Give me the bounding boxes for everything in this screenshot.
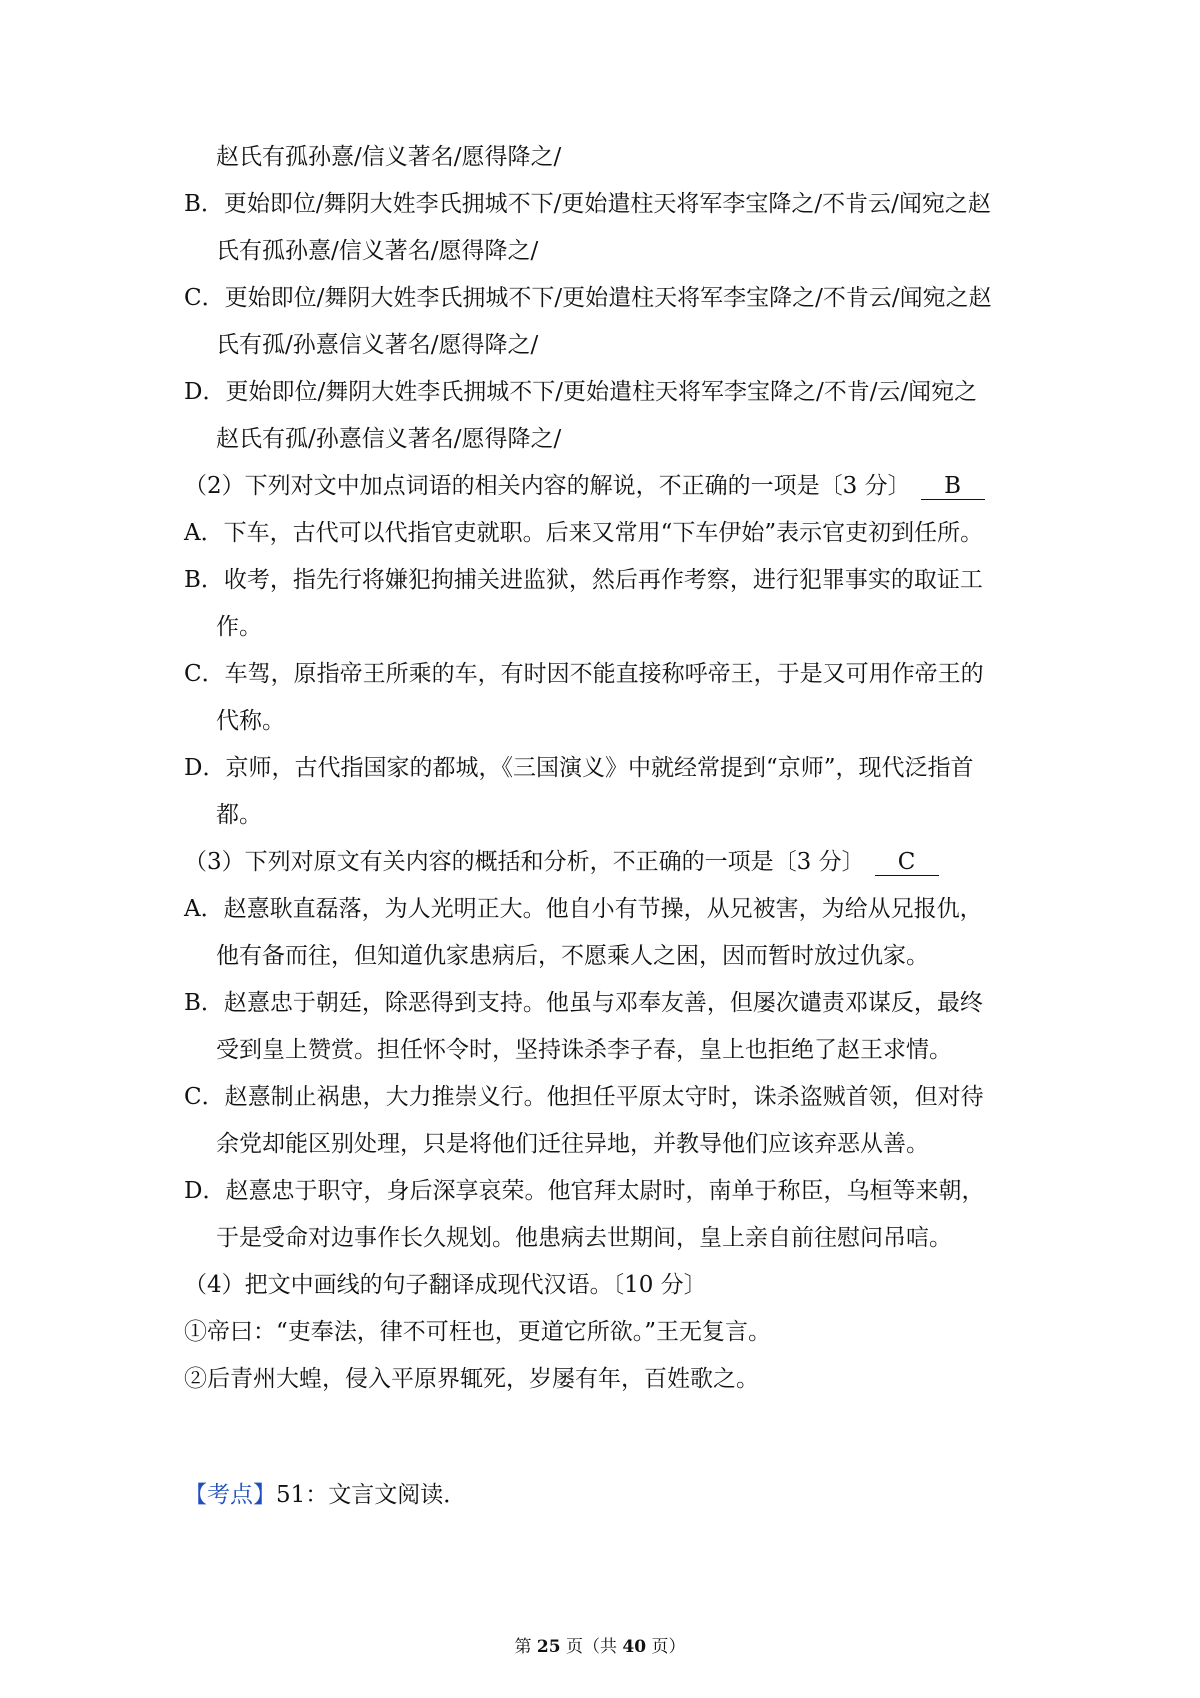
q2-stem-line [184, 471, 985, 501]
footer-total-pages: 40 [622, 1637, 647, 1657]
footer-prefix: 第 [514, 1637, 537, 1657]
q4-sentence-2: ②后青州大蝗，侵入平原界辄死，岁屡有年，百姓歌之。 [184, 1366, 759, 1392]
q1-option-d-line2: 赵氏有孤/孙憙信义著名/愿得降之/ [216, 426, 562, 452]
q3-answer: C [875, 849, 939, 876]
q2-answer: B [921, 473, 985, 500]
q3-option-c-line1: C．赵憙制止祸患，大力推崇义行。他担任平原太守时，诛杀盗贼首领，但对待 [184, 1084, 984, 1110]
q1-option-c-line1: C．更始即位/舞阴大姓李氏拥城不下/更始遣柱天将军李宝降之/不肯云/闻宛之赵 [184, 285, 992, 311]
q1-option-c-line2: 氏有孤/孙憙信义著名/愿得降之/ [216, 332, 539, 358]
q1-option-b-line2: 氏有孤孙憙/信义著名/愿得降之/ [216, 238, 539, 264]
q2-option-d-line1: D．京师，古代指国家的都城，《三国演义》中就经常提到“京师”，现代泛指首 [184, 755, 974, 781]
q3-option-d-line2: 于是受命对边事作长久规划。他患病去世期间，皇上亲自前往慰问吊唁。 [216, 1225, 952, 1251]
kaodian-line [184, 1480, 466, 1510]
q3-stem: （3）下列对原文有关内容的概括和分析，不正确的一项是〔3 分〕 [184, 849, 865, 875]
q2-option-d-line2: 都。 [216, 802, 262, 828]
footer-mid: 页（共 [560, 1637, 623, 1657]
footer-page-number: 25 [536, 1637, 561, 1657]
kaodian-text: 51：文言文阅读． [276, 1482, 467, 1508]
kaodian-tag: 【考点】 [184, 1482, 276, 1508]
q3-option-a-line2: 他有备而往，但知道仇家患病后，不愿乘人之困，因而暂时放过仇家。 [216, 943, 929, 969]
q1-option-b-line1: B．更始即位/舞阴大姓李氏拥城不下/更始遣柱天将军李宝降之/不肯云/闻宛之赵 [184, 191, 991, 217]
q3-option-b-line2: 受到皇上赞赏。担任怀令时，坚持诛杀李子春，皇上也拒绝了赵王求情。 [216, 1037, 952, 1063]
q1-option-d-line1: D．更始即位/舞阴大姓李氏拥城不下/更始遣柱天将军李宝降之/不肯/云/闻宛之 [184, 379, 978, 405]
q3-option-a-line1: A．赵憙耿直磊落，为人光明正大。他自小有节操，从兄被害，为给从兄报仇， [184, 896, 983, 922]
q2-option-c-line2: 代称。 [216, 708, 285, 734]
q3-option-d-line1: D．赵憙忠于职守，身后深享哀荣。他官拜太尉时，南单于称臣，乌桓等来朝， [184, 1178, 985, 1204]
q2-option-c-line1: C．车驾，原指帝王所乘的车，有时因不能直接称呼帝王，于是又可用作帝王的 [184, 661, 984, 687]
q1-option-a-continued: 赵氏有孤孙憙/信义著名/愿得降之/ [216, 144, 562, 170]
footer-suffix: 页） [646, 1637, 686, 1657]
q2-option-b-line1: B．收考，指先行将嫌犯拘捕关进监狱，然后再作考察，进行犯罪事实的取证工 [184, 567, 983, 593]
q2-stem: （2）下列对文中加点词语的相关内容的解说，不正确的一项是〔3 分〕 [184, 473, 911, 499]
q3-option-b-line1: B．赵憙忠于朝廷，除恶得到支持。他虽与邓奉友善，但屡次谴责邓谋反，最终 [184, 990, 983, 1016]
q3-stem-line [184, 847, 939, 877]
q3-option-c-line2: 余党却能区别处理，只是将他们迁往异地，并教导他们应该弃恶从善。 [216, 1131, 929, 1157]
q4-sentence-1: ①帝曰：“吏奉法，律不可枉也，更道它所欲。”王无复言。 [184, 1319, 772, 1345]
q2-option-a: A．下车，古代可以代指官吏就职。后来又常用“下车伊始”表示官吏初到任所。 [184, 520, 984, 546]
q4-stem: （4）把文中画线的句子翻译成现代汉语。〔10 分〕 [184, 1272, 707, 1298]
page-footer [0, 1636, 1200, 1658]
q2-option-b-line2: 作。 [216, 614, 262, 640]
